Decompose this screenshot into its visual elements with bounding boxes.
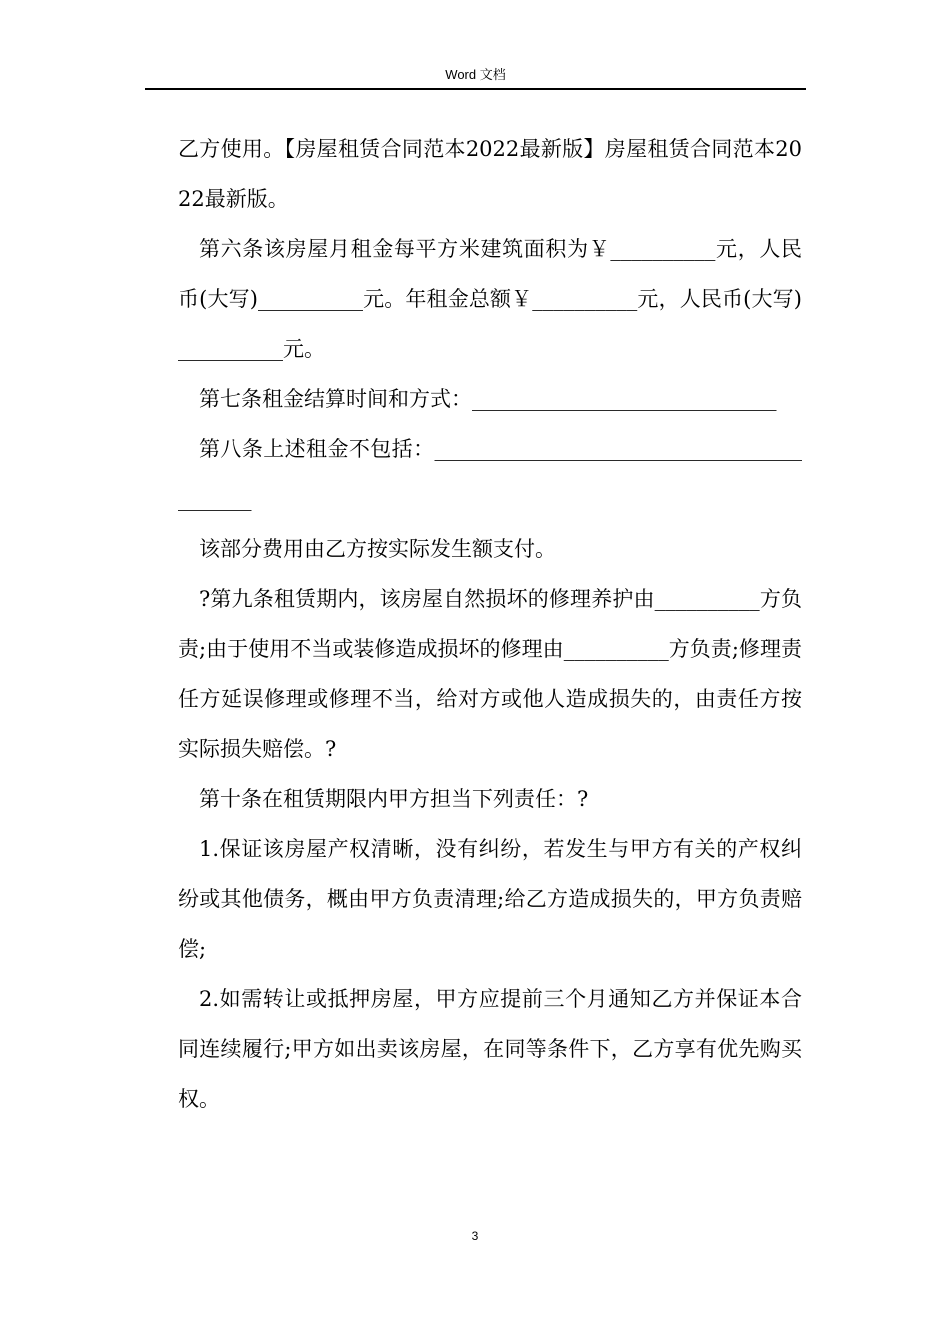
paragraph-article-6: 第六条该房屋月租金每平方米建筑面积为￥__________元，人民币(大写)__________元。年租金总额￥__________元，人民币(大写)__________元。 <box>178 237 802 361</box>
paragraph-fee-note: 该部分费用由乙方按实际发生额支付。 <box>199 537 556 561</box>
document-body <box>178 124 802 1124</box>
page-header <box>145 66 806 90</box>
paragraph-article-8: 第八条上述租金不包括：__________________________________________ <box>178 437 802 511</box>
paragraph-item-1: 1.保证该房屋产权清晰，没有纠纷，若发生与甲方有关的产权纠纷或其他债务，概由甲方负责清理;给乙方造成损失的，甲方负责赔偿; <box>178 837 802 961</box>
paragraph-article-10: 第十条在租赁期限内甲方担当下列责任：? <box>199 787 589 811</box>
paragraph-article-7: 第七条租金结算时间和方式：_____________________________ <box>199 387 777 411</box>
paragraph-article-9: ?第九条租赁期内，该房屋自然损坏的修理养护由__________方负责;由于使用不当或装修造成损坏的修理由__________方负责;修理责任方延误修理或修理不当，给对方或他人造成损失的，由责任方按实际损失赔偿。? <box>178 587 802 761</box>
header-title: Word 文档 <box>445 67 506 82</box>
paragraph-continuation: 乙方使用。【房屋租赁合同范本2022最新版】房屋租赁合同范本2022最新版。 <box>178 137 802 211</box>
page-number: 3 <box>471 1229 479 1243</box>
paragraph-item-2: 2.如需转让或抵押房屋，甲方应提前三个月通知乙方并保证本合同连续履行;甲方如出卖该房屋，在同等条件下，乙方享有优先购买权。 <box>178 987 802 1111</box>
